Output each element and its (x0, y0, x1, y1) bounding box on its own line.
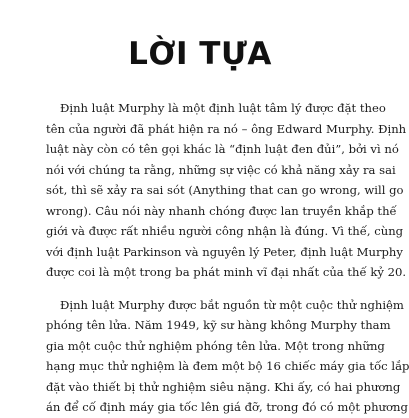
text-line: Định luật Murphy là một định luật tâm lý được đặt theo (60, 101, 386, 115)
paragraph-1 (46, 98, 407, 283)
paragraph-2 (46, 295, 409, 418)
page-title: LỜI TỰA (128, 36, 272, 72)
text-line: đặt vào thiết bị thử nghiệm siêu nặng. Khi ấy, có hai phương (46, 379, 401, 394)
text-line: phóng tên lửa. Năm 1949, kỹ sư hàng không Murphy tham (46, 318, 391, 332)
text-line: với định luật Parkinson và nguyên lý Peter, định luật Murphy (46, 244, 403, 259)
text-line: sót, thì sẽ xảy ra sai sót (Anything that can go wrong, will go (46, 183, 404, 197)
text-line: luật này còn có tên gọi khác là “định luật đen đủi”, bởi vì nó (46, 142, 399, 156)
text-line: giới và được rất nhiều người công nhận là đúng. Vì thế, cùng (46, 224, 404, 238)
text-line: Định luật Murphy được bắt nguồn từ một cuộc thử nghiệm (60, 297, 404, 312)
text-line: gia một cuộc thử nghiệm phóng tên lửa. Một trong những (46, 338, 385, 353)
text-line: wrong). Câu nói này nhanh chóng được lan truyền khắp thế (46, 203, 397, 218)
text-line: hạng mục thử nghiệm là đem một bộ 16 chiếc máy gia tốc lắp (46, 359, 409, 373)
text-line: nói với chúng ta rằng, những sự việc có khả năng xảy ra sai (46, 162, 396, 177)
paragraph-spacer (46, 283, 368, 295)
text-line: án để cố định máy gia tốc lên giá đỡ, trong đó có một phương (46, 400, 408, 414)
text-line: tên của người đã phát hiện ra nó – ông Edward Murphy. Định (46, 121, 407, 136)
text-line: được coi là một trong ba phát minh vĩ đại nhất của thế kỷ 20. (46, 265, 407, 279)
preface-body (46, 98, 409, 418)
